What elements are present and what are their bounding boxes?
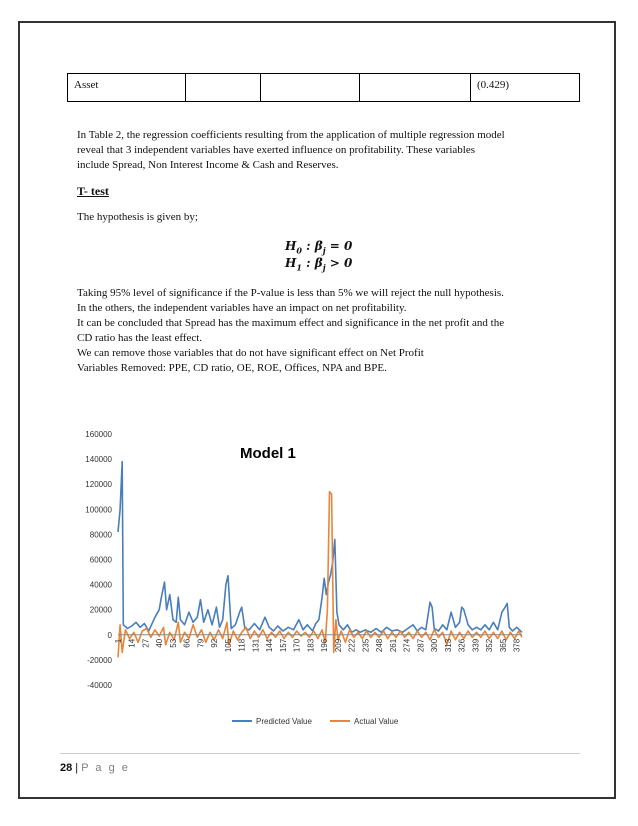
line-chart-model-1 — [60, 422, 580, 740]
x-tick-label: 235 — [361, 638, 371, 653]
x-tick-label: 157 — [278, 638, 288, 653]
x-tick-label: 248 — [375, 638, 385, 653]
y-tick-label: 140000 — [85, 455, 112, 465]
hypothesis-intro: The hypothesis is given by; — [77, 211, 198, 223]
x-tick-label: 339 — [471, 638, 481, 653]
x-tick-label: 287 — [416, 638, 426, 653]
table-cell — [261, 74, 360, 102]
x-tick-label: 53 — [168, 638, 178, 648]
equation-h1 — [285, 256, 352, 272]
x-tick-label: 261 — [388, 638, 398, 653]
legend-label: Predicted Value — [256, 717, 312, 726]
x-tick-label: 92 — [210, 638, 220, 648]
text-line: include Spread, Non Interest Income & Cash and Reserves. — [77, 159, 339, 171]
chart-title: Model 1 — [240, 445, 296, 462]
x-tick-label: 14 — [127, 638, 137, 648]
x-tick-label: 118 — [237, 638, 247, 652]
y-tick-label: 100000 — [85, 505, 112, 515]
text-line: Variables Removed: PPE, CD ratio, OE, ROE, Offices, NPA and BPE. — [77, 362, 387, 374]
y-tick-label: 0 — [107, 630, 112, 640]
paragraph-significance — [77, 286, 504, 376]
y-tick-label: -20000 — [87, 655, 112, 665]
x-tick-label: 352 — [485, 638, 495, 653]
x-tick-label: 209 — [333, 638, 343, 653]
page-number: 28 — [60, 762, 73, 774]
eq-symbol: : β — [301, 239, 323, 253]
table-cell — [186, 74, 261, 102]
equation-h0 — [285, 239, 352, 255]
x-tick-label: 196 — [320, 638, 330, 653]
x-tick-label: 131 — [251, 638, 261, 653]
x-tick-label: 274 — [402, 638, 412, 653]
x-tick-label: 313 — [443, 638, 453, 653]
table-asset-row — [67, 73, 580, 102]
eq-symbol: = 0 — [325, 239, 353, 253]
table-row — [68, 74, 580, 102]
y-tick-label: 160000 — [85, 430, 112, 439]
eq-subscript: j — [322, 262, 326, 273]
table-cell — [360, 74, 471, 102]
y-tick-label: 120000 — [85, 480, 112, 490]
eq-symbol: H — [285, 256, 297, 270]
text-line: reveal that 3 independent variables have exerted influence on profitability. These variables — [77, 144, 475, 156]
text-line: Taking 95% level of significance if the P-value is less than 5% we will reject the null hypothesis. — [77, 287, 504, 299]
x-tick-label: 300 — [430, 638, 440, 653]
y-tick-label: -40000 — [87, 681, 112, 690]
series-line — [118, 462, 522, 633]
eq-subscript: 1 — [296, 262, 302, 273]
paragraph-regression — [77, 128, 505, 173]
eq-symbol: : β — [301, 256, 323, 270]
y-tick-label: 80000 — [89, 530, 112, 540]
eq-symbol: > 0 — [325, 256, 353, 270]
x-tick-label: 222 — [347, 638, 357, 653]
series-line — [118, 492, 522, 658]
section-heading: T- test — [77, 184, 109, 198]
y-tick-label: 60000 — [89, 555, 112, 565]
x-tick-label: 170 — [292, 638, 302, 653]
text-line: In Table 2, the regression coefficients resulting from the application of multiple regression model — [77, 129, 505, 141]
x-tick-label: 144 — [265, 638, 275, 653]
x-tick-label: 27 — [141, 638, 151, 648]
footer-divider — [60, 753, 580, 754]
y-tick-label: 40000 — [89, 580, 112, 590]
text-line: CD ratio has the least effect. — [77, 332, 203, 344]
y-tick-label: 20000 — [89, 605, 112, 615]
x-tick-label: 326 — [457, 638, 467, 653]
page-footer — [60, 762, 130, 774]
x-tick-label: 378 — [512, 638, 522, 653]
x-tick-label: 1 — [114, 638, 123, 644]
text-line: We can remove those variables that do not have significant effect on Net Profit — [77, 347, 424, 359]
table-cell: (0.429) — [471, 74, 580, 102]
table-cell: Asset — [68, 74, 186, 102]
legend-label: Actual Value — [354, 717, 399, 726]
x-tick-label: 105 — [223, 638, 233, 653]
text-line: In the others, the independent variables have an impact on net profitability. — [77, 302, 407, 314]
page-label: P a g e — [81, 762, 130, 774]
x-tick-label: 40 — [155, 638, 165, 648]
x-tick-label: 66 — [182, 638, 192, 648]
footer-separator: | — [72, 762, 82, 774]
eq-symbol: H — [285, 239, 297, 253]
eq-subscript: 0 — [296, 245, 302, 256]
eq-subscript: j — [322, 245, 326, 256]
x-tick-label: 183 — [306, 638, 316, 653]
x-tick-label: 365 — [498, 638, 508, 653]
text-line: It can be concluded that Spread has the maximum effect and significance in the net profit and the — [77, 317, 505, 329]
x-tick-label: 79 — [196, 638, 206, 648]
